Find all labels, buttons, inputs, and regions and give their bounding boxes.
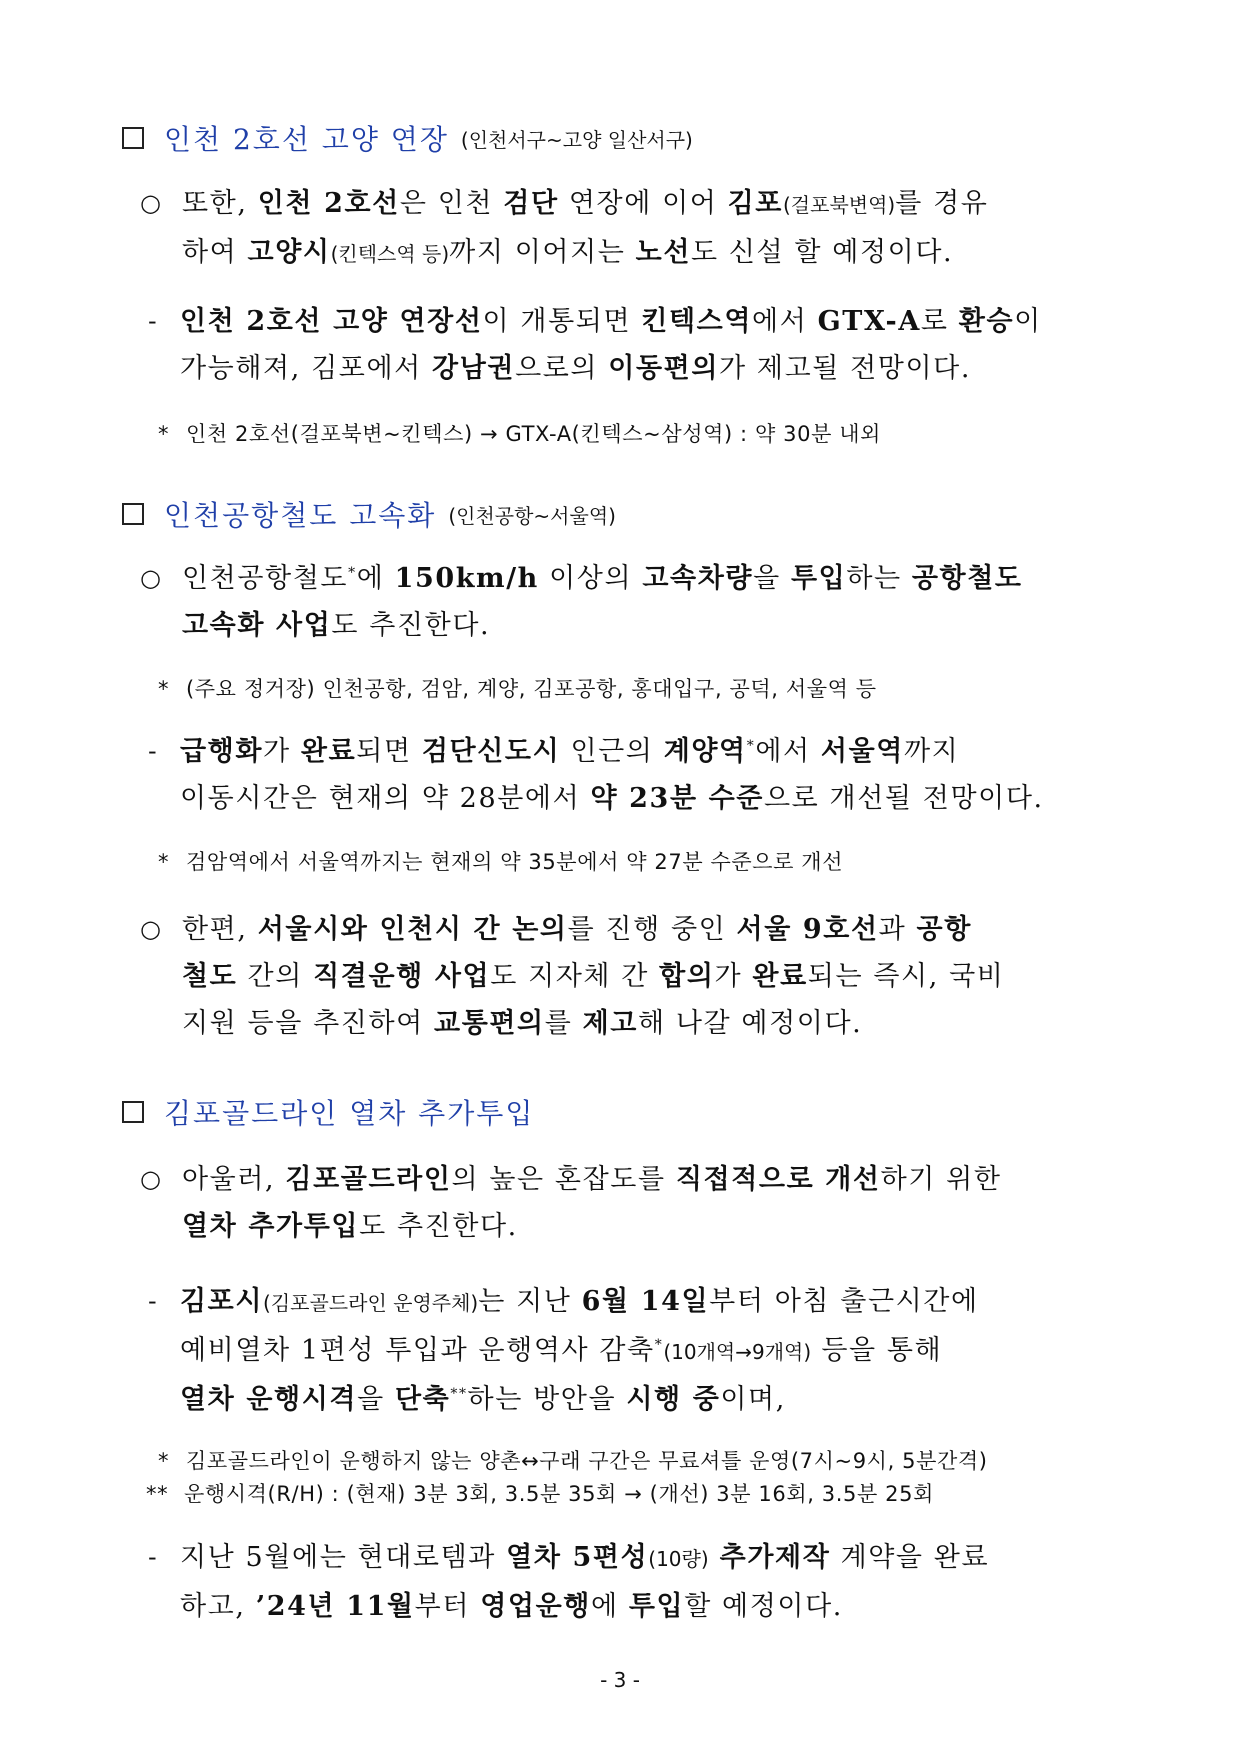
checkbox-square-icon xyxy=(122,127,144,149)
paragraph-circle: ○ 한편, 서울시와 인천시 간 논의를 진행 중인 서울 9호선과 공항 철도 간의 직결운행 사업도 지자체 간 합의가 완료되는 즉시, 국비 지원 등을 추진하여 교통편의를 제고해 나갈 예정이다. xyxy=(182,906,1004,1047)
paragraph-dash: - 지난 5월에는 현대로템과 열차 5편성(10량) 추가제작 계약을 완료 하고, ’24년 11월부터 영업운행에 투입할 예정이다. xyxy=(180,1534,989,1630)
section-subtitle: (인천공항~서울역) xyxy=(448,503,616,528)
paragraph-circle: ○ 인천공항철도*에 150km/h 이상의 고속차량을 투입하는 공항철도 고속화 사업도 추진한다. xyxy=(182,555,1023,649)
dash-bullet: - xyxy=(148,1287,159,1315)
page-number: - 3 - xyxy=(600,1668,640,1692)
paragraph-dash: - 인천 2호선 고양 연장선이 개통되면 킨텍스역에서 GTX-A로 환승이 가능해져, 김포에서 강남권으로의 이동편의가 제고될 전망이다. xyxy=(180,298,1042,392)
checkbox-square-icon xyxy=(122,503,144,525)
section-title: 김포골드라인 열차 추가투입 xyxy=(164,1097,535,1130)
dash-bullet: - xyxy=(148,307,159,335)
circle-bullet: ○ xyxy=(140,1165,163,1193)
circle-bullet: ○ xyxy=(140,564,163,592)
paragraph-dash: - 급행화가 완료되면 검단신도시 인근의 계양역*에서 서울역까지 이동시간은 현재의 약 28분에서 약 23분 수준으로 개선될 전망이다. xyxy=(180,728,1044,822)
section-heading-incheon-line2 xyxy=(122,118,693,158)
footnote: * 김포골드라인이 운행하지 않는 양촌↔구래 구간은 무료셔틀 운영(7시~9시, 5분간격) xyxy=(158,1449,988,1473)
circle-bullet: ○ xyxy=(140,189,163,217)
section-heading-gimpo-goldline xyxy=(122,1092,534,1132)
checkbox-square-icon xyxy=(122,1101,144,1123)
paragraph-dash: - 김포시(김포골드라인 운영주체)는 지난 6월 14일부터 아침 출근시간에 예비열차 1편성 투입과 운행역사 감축*(10개역→9개역) 등을 통해 열차 운행시격을 단축**하는 방안을 시행 중이며, xyxy=(180,1278,979,1423)
section-heading-airport-railroad xyxy=(122,494,616,534)
section-title: 인천공항철도 고속화 xyxy=(164,499,437,532)
paragraph-circle: ○ 아울러, 김포골드라인의 높은 혼잡도를 직접적으로 개선하기 위한 열차 추가투입도 추진한다. xyxy=(182,1156,1002,1250)
footnote: * (주요 정거장) 인천공항, 검암, 계양, 김포공항, 홍대입구, 공덕, 서울역 등 xyxy=(158,677,877,701)
section-subtitle: (인천서구~고양 일산서구) xyxy=(460,127,693,152)
dash-bullet: - xyxy=(148,737,159,765)
circle-bullet: ○ xyxy=(140,915,163,943)
footnote: * 검암역에서 서울역까지는 현재의 약 35분에서 약 27분 수준으로 개선 xyxy=(158,850,844,874)
dash-bullet: - xyxy=(148,1543,159,1571)
section-title: 인천 2호선 고양 연장 xyxy=(164,123,449,156)
footnote: * 인천 2호선(걸포북변~킨텍스) → GTX-A(킨텍스~삼성역) : 약 30분 내외 xyxy=(158,422,882,446)
paragraph-circle: ○ 또한, 인천 2호선은 인천 검단 연장에 이어 김포(걸포북변역)를 경유 하여 고양시(킨텍스역 등)까지 이어지는 노선도 신설 할 예정이다. xyxy=(182,180,988,278)
footnote: ** 운행시격(R/H) : (현재) 3분 3회, 3.5분 35회 → (개선) 3분 16회, 3.5분 25회 xyxy=(146,1482,934,1506)
